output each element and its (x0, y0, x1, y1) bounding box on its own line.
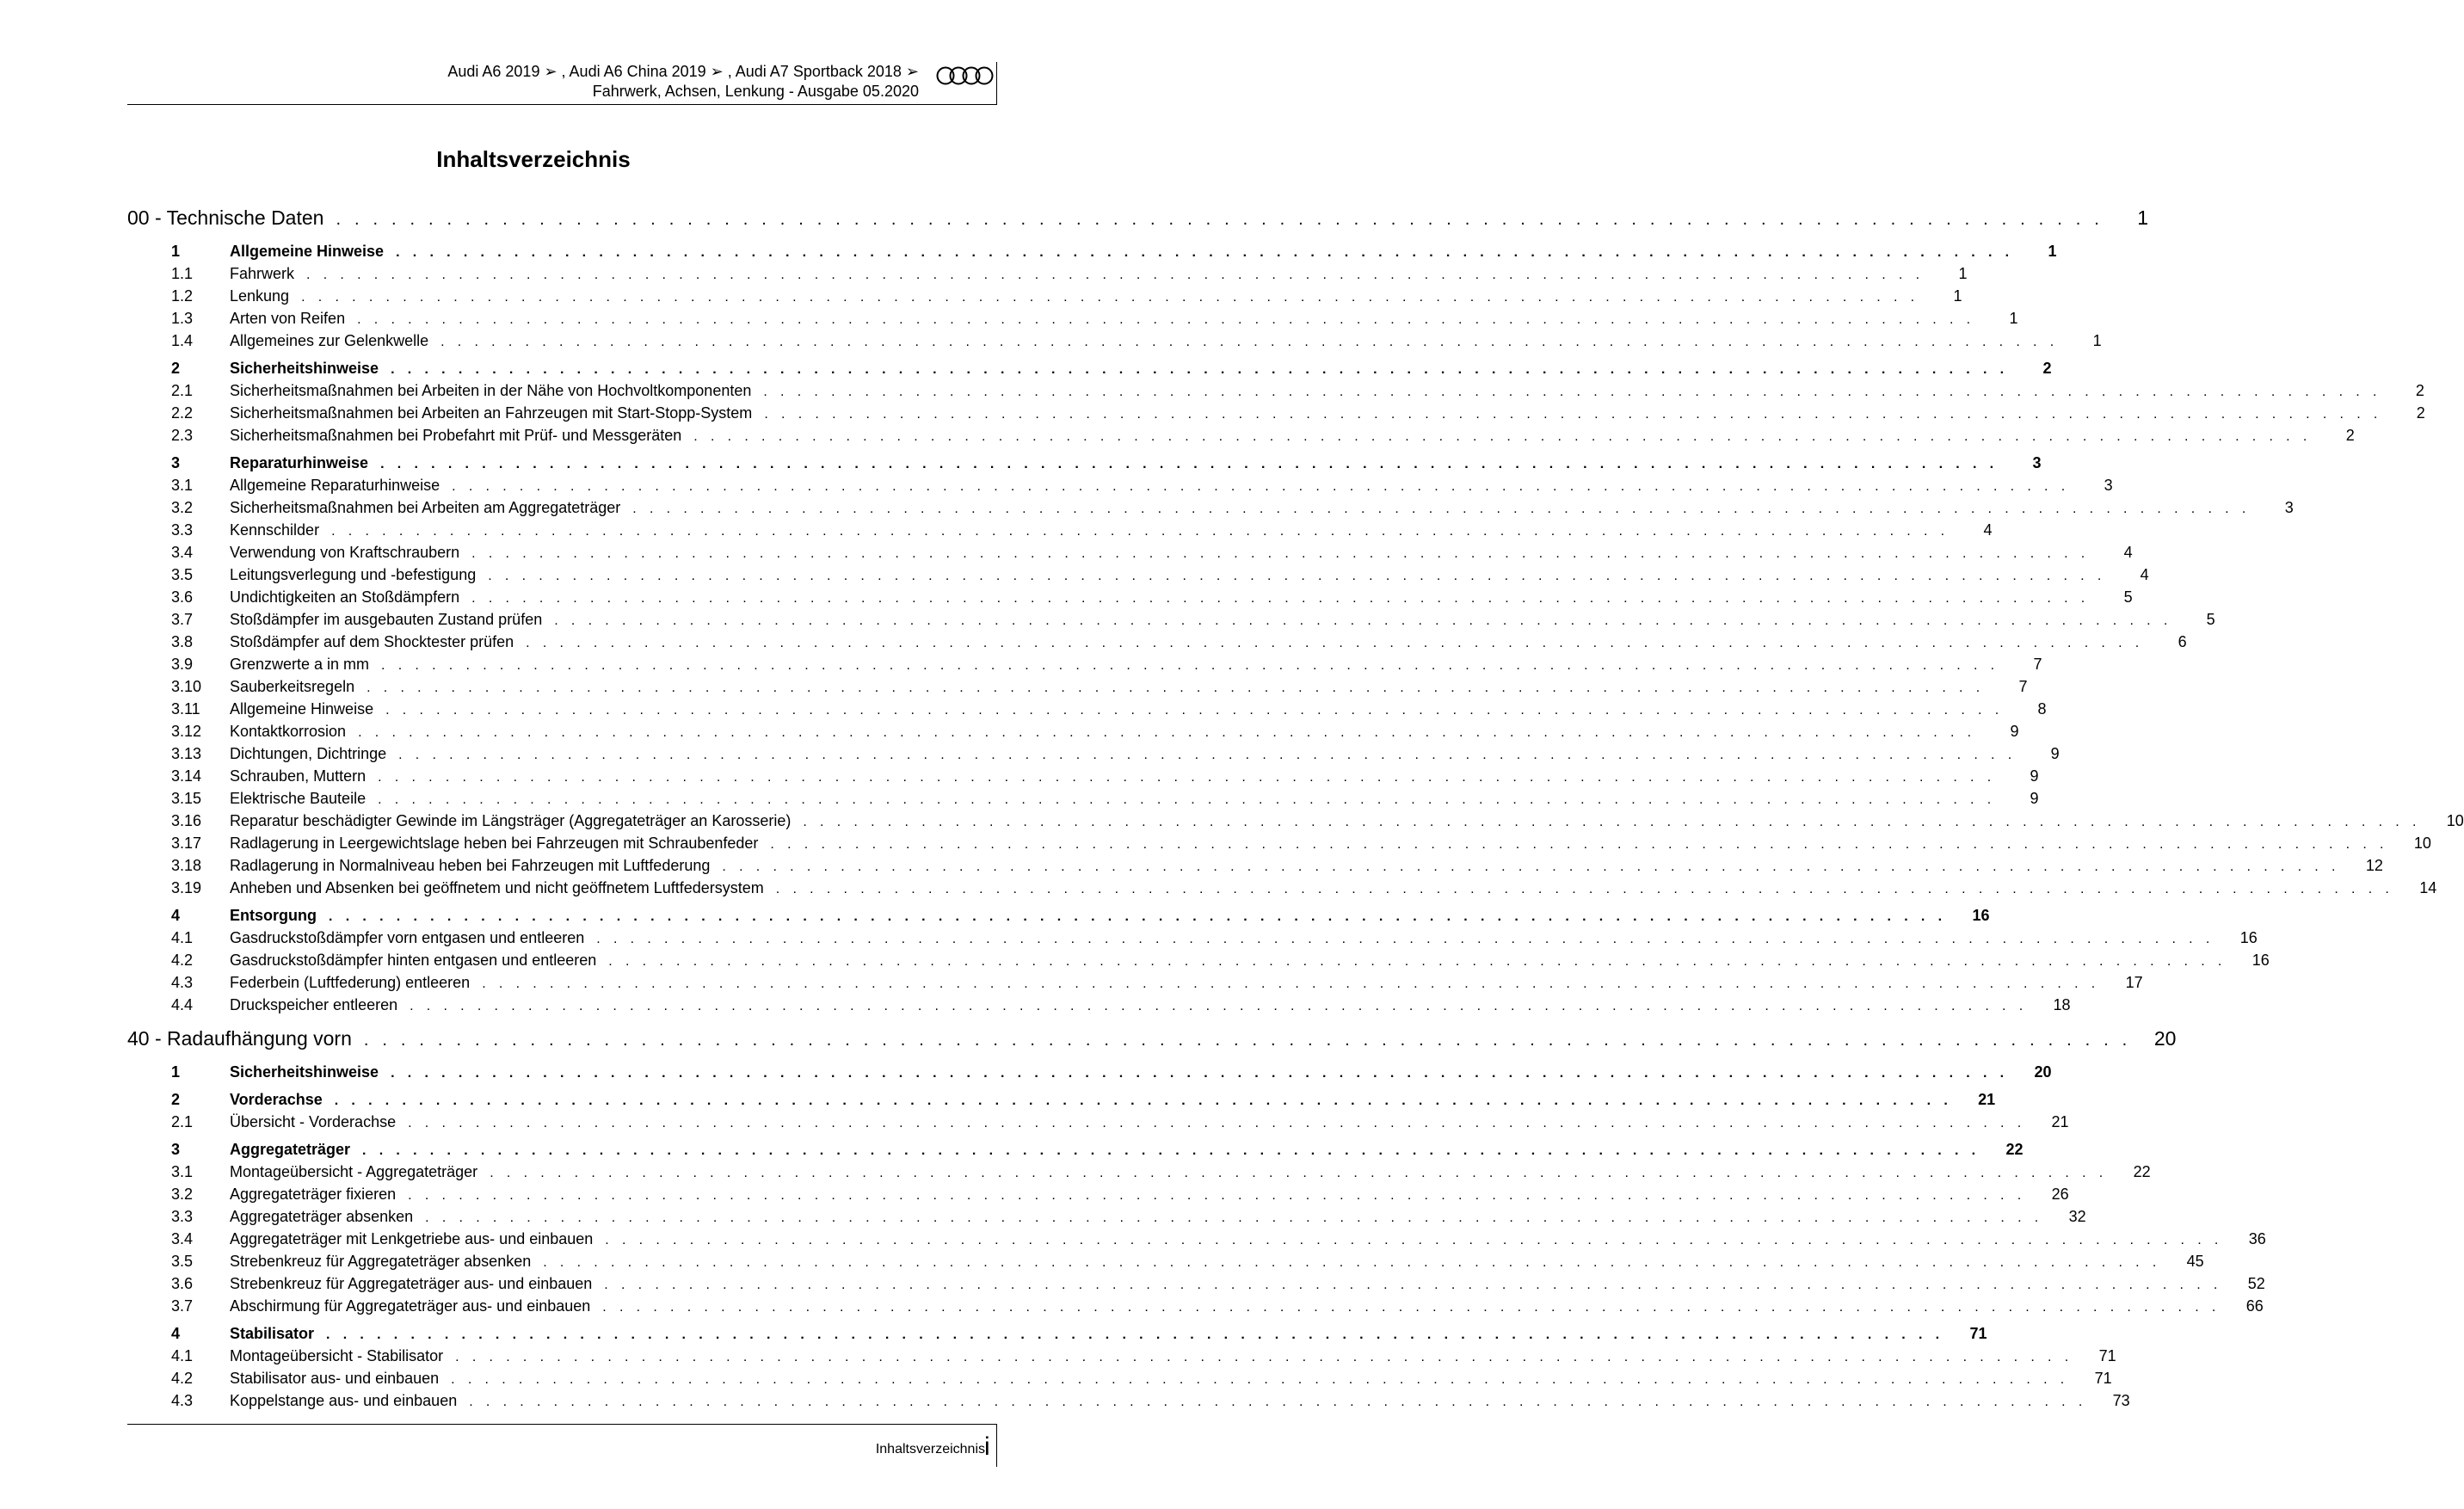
item-number: 3.5 (171, 566, 194, 583)
leader-dots: . . . . . . . . . . . . . . . . . . . . . . . . . . . . . . . . . . . . . . . . . . . . . . . . . . . . . . . . . . . . . . . . . . . . . . . . . . . . . . . . . . . . . . . . . . . . . . . . (385, 703, 2004, 718)
item-number: 3.14 (171, 767, 202, 785)
chapter-page-number: 22 (2005, 1141, 2024, 1158)
header-rule (127, 104, 997, 105)
leader-dots: . . . . . . . . . . . . . . . . . . . . . . . . . . . . . . . . . . . . . . . . . . . . . . . . . . . . . . . . . . . . . . . . . . . . . . . . . . . . . . . . . . . . . . . . . . . . . . . . (306, 268, 1925, 282)
item-title: Allgemeine Hinweise (230, 700, 374, 718)
item-title: Radlagerung in Normalniveau heben bei Fahrzeugen mit Luftfederung (230, 857, 711, 874)
toc-chapter-entry[interactable] (127, 907, 1990, 929)
item-page-number: 16 (2251, 952, 2270, 969)
leader-dots: . . . . . . . . . . . . . . . . . . . . . . . . . . . . . . . . . . . . . . . . . . . . . . . . . . . . . . . . . . . . . . . . . . . . . . . . . . . . . . . . . . . . . . . . . . . . . . . . (488, 569, 2106, 583)
item-title: Übersicht - Vorderachse (230, 1113, 397, 1130)
leader-dots: . . . . . . . . . . . . . . . . . . . . . . . . . . . . . . . . . . . . . . . . . . . . . . . . . . . . . . . . . . . . . . . . . . . . . . . . . . . . . . . . . . . . . . . . . . . . . . . . (396, 245, 2014, 260)
item-title: Stabilisator aus- und einbauen (230, 1370, 440, 1387)
chapter-page-number: 3 (2032, 454, 2042, 471)
item-title: Montageübersicht - Stabilisator (230, 1347, 444, 1364)
chapter-number: 1 (171, 243, 181, 260)
toc-item-entry[interactable] (127, 767, 2039, 790)
item-page-number: 18 (2053, 996, 2071, 1013)
toc-item-entry[interactable] (127, 929, 2258, 952)
item-title: Kontaktkorrosion (230, 723, 347, 740)
chapter-title: Entsorgung (230, 907, 317, 924)
item-page-number: 5 (2206, 611, 2215, 628)
leader-dots: . . . . . . . . . . . . . . . . . . . . . . . . . . . . . . . . . . . . . . . . . . . . . . . . . . . . . . . . . . . . . . . . . . . . . . . . . . . . . . . . . . . . . . . . . . . . . . . . (363, 1031, 2132, 1050)
toc-item-entry[interactable] (127, 974, 2143, 996)
chapter-number: 4 (171, 907, 181, 924)
chapter-page-number: 2 (2042, 360, 2052, 377)
leader-dots: . . . . . . . . . . . . . . . . . . . . . . . . . . . . . . . . . . . . . . . . . . . . . . . . . . . . . . . . . . . . . . . . . . . . . . . . . . . . . . . . . . . . . . . . . . . . . . . . (608, 954, 2227, 969)
item-title: Fahrwerk (230, 265, 295, 282)
leader-dots: . . . . . . . . . . . . . . . . . . . . . . . . . . . . . . . . . . . . . . . . . . . . . . . . . . . . . . . . . . . . . . . . . . . . . . . . . . . . . . . . . . . . . . . . . . . . . . . . (380, 457, 1999, 471)
toc-item-entry[interactable] (127, 835, 2431, 857)
leader-dots: . . . . . . . . . . . . . . . . . . . . . . . . . . . . . . . . . . . . . . . . . . . . . . . . . . . . . . . . . . . . . . . . . . . . . . . . . . . . . . . . . . . . . . . . . . . . . . . . (596, 932, 2215, 946)
item-number: 3.3 (171, 1208, 194, 1225)
item-page-number: 4 (2123, 544, 2133, 561)
item-title: Gasdruckstoßdämpfer hinten entgasen und entleeren (230, 952, 597, 969)
item-page-number: 26 (2051, 1186, 2069, 1203)
item-page-number: 7 (2018, 678, 2028, 695)
item-page-number: 4 (1983, 521, 1993, 539)
leader-dots: . . . . . . . . . . . . . . . . . . . . . . . . . . . . . . . . . . . . . . . . . . . . . . . . . . . . . . . . . . . . . . . . . . . . . . . . . . . . . . . . . . . . . . . . . . . . . . . . (632, 502, 2251, 516)
item-number: 3.3 (171, 521, 194, 539)
leader-dots: . . . . . . . . . . . . . . . . . . . . . . . . . . . . . . . . . . . . . . . . . . . . . . . . . . . . . . . . . . . . . . . . . . . . . . . . . . . . . . . . . . . . . . . . . . . . . . . . (329, 909, 1947, 924)
leader-dots: . . . . . . . . . . . . . . . . . . . . . . . . . . . . . . . . . . . . . . . . . . . . . . . . . . . . . . . . . . . . . . . . . . . . . . . . . . . . . . . . . . . . . . . . . . . . . . . . (604, 1278, 2222, 1292)
leader-dots: . . . . . . . . . . . . . . . . . . . . . . . . . . . . . . . . . . . . . . . . . . . . . . . . . . . . . . . . . . . . . . . . . . . . . . . . . . . . . . . . . . . . . . . . . . . . . . . . (425, 1210, 2043, 1225)
item-number: 4.4 (171, 996, 194, 1013)
item-title: Federbein (Luftfederung) entleeren (230, 974, 471, 991)
section-page-number: 1 (2137, 206, 2148, 229)
toc-item-entry[interactable] (127, 723, 2019, 745)
item-number: 3.1 (171, 477, 194, 494)
toc-item-entry[interactable] (127, 1347, 2116, 1370)
toc-item-entry[interactable] (127, 1163, 2151, 1186)
leader-dots: . . . . . . . . . . . . . . . . . . . . . . . . . . . . . . . . . . . . . . . . . . . . . . . . . . . . . . . . . . . . . . . . . . . . . . . . . . . . . . . . . . . . . . . . . . . . . . . . (408, 1116, 2026, 1130)
audi-rings-logo (936, 65, 995, 86)
item-number: 1.1 (171, 265, 194, 282)
item-page-number: 9 (2010, 723, 2019, 740)
item-title: Anheben und Absenken bei geöffnetem und nicht geöffnetem Luftfedersystem (230, 879, 764, 896)
leader-dots: . . . . . . . . . . . . . . . . . . . . . . . . . . . . . . . . . . . . . . . . . . . . . . . . . . . . . . . . . . . . . . . . . . . . . . . . . . . . . . . . . . . . . . . . . . . . . . . . (526, 636, 2144, 650)
chapter-number: 4 (171, 1325, 181, 1342)
toc-item-entry[interactable] (127, 477, 2113, 499)
item-number: 2.2 (171, 404, 194, 422)
item-page-number: 21 (2051, 1113, 2069, 1130)
toc-chapter-entry[interactable] (127, 454, 2042, 477)
chapter-title: Sicherheitshinweise (230, 360, 379, 377)
footer-page-number: i (984, 1432, 990, 1461)
footer-label: Inhaltsverzeichnis (875, 1442, 985, 1457)
leader-dots: . . . . . . . . . . . . . . . . . . . . . . . . . . . . . . . . . . . . . . . . . . . . . . . . . . . . . . . . . . . . . . . . . . . . . . . . . . . . . . . . . . . . . . . . . . . . . . . . (602, 1300, 2221, 1315)
item-number: 3.6 (171, 1275, 194, 1292)
leader-dots: . . . . . . . . . . . . . . . . . . . . . . . . . . . . . . . . . . . . . . . . . . . . . . . . . . . . . . . . . . . . . . . . . . . . . . . . . . . . . . . . . . . . . . . . . . . . . . . . (358, 725, 1976, 740)
toc-item-entry[interactable] (127, 812, 2464, 835)
toc-item-entry[interactable] (127, 404, 2425, 427)
toc-section-entry[interactable] (127, 1027, 2177, 1058)
toc-item-entry[interactable] (127, 745, 2060, 767)
leader-dots: . . . . . . . . . . . . . . . . . . . . . . . . . . . . . . . . . . . . . . . . . . . . . . . . . . . . . . . . . . . . . . . . . . . . . . . . . . . . . . . . . . . . . . . . . . . . . . . . (770, 837, 2388, 852)
item-page-number: 2 (2415, 382, 2424, 399)
item-number: 4.3 (171, 974, 194, 991)
chapter-title: Reparaturhinweise (230, 454, 369, 471)
leader-dots: . . . . . . . . . . . . . . . . . . . . . . . . . . . . . . . . . . . . . . . . . . . . . . . . . . . . . . . . . . . . . . . . . . . . . . . . . . . . . . . . . . . . . . . . . . . . . . . . (693, 429, 2312, 444)
toc-item-entry[interactable] (127, 1253, 2204, 1275)
item-title: Aggregateträger absenken (230, 1208, 414, 1225)
leader-dots: . . . . . . . . . . . . . . . . . . . . . . . . . . . . . . . . . . . . . . . . . . . . . . . . . . . . . . . . . . . . . . . . . . . . . . . . . . . . . . . . . . . . . . . . . . . . . . . . (410, 999, 2028, 1013)
chapter-title: Vorderachse (230, 1091, 323, 1108)
leader-dots: . . . . . . . . . . . . . . . . . . . . . . . . . . . . . . . . . . . . . . . . . . . . . . . . . . . . . . . . . . . . . . . . . . . . . . . . . . . . . . . . . . . . . . . . . . . . . . . . (452, 479, 2070, 494)
toc-item-entry[interactable] (127, 1208, 2086, 1230)
chapter-title: Aggregateträger (230, 1141, 351, 1158)
item-title: Elektrische Bauteile (230, 790, 367, 807)
item-page-number: 14 (2419, 879, 2437, 896)
item-page-number: 3 (2104, 477, 2113, 494)
item-page-number: 32 (2068, 1208, 2086, 1225)
item-number: 3.15 (171, 790, 202, 807)
item-page-number: 52 (2247, 1275, 2265, 1292)
item-page-number: 2 (2416, 404, 2425, 422)
item-number: 3.17 (171, 835, 202, 852)
toc-item-entry[interactable] (127, 790, 2039, 812)
toc-item-entry[interactable] (127, 952, 2270, 974)
item-number: 3.4 (171, 1230, 194, 1247)
section-title: 00 - Technische Daten (127, 206, 324, 229)
chapter-number: 3 (171, 1141, 181, 1158)
toc-item-entry[interactable] (127, 633, 2187, 656)
toc-item-entry[interactable] (127, 427, 2355, 449)
toc-item-entry[interactable] (127, 287, 1962, 310)
toc-item-entry[interactable] (127, 265, 1968, 287)
toc-section-entry[interactable] (127, 206, 2148, 237)
item-title: Druckspeicher entleeren (230, 996, 398, 1013)
item-title: Aggregateträger mit Lenkgetriebe aus- und einbauen (230, 1230, 594, 1247)
item-number: 3.16 (171, 812, 202, 829)
item-title: Sauberkeitsregeln (230, 678, 355, 695)
chapter-title: Stabilisator (230, 1325, 315, 1342)
item-page-number: 73 (2112, 1392, 2130, 1409)
item-number: 3.7 (171, 611, 194, 628)
item-page-number: 1 (2009, 310, 2018, 327)
toc-item-entry[interactable] (127, 521, 1993, 544)
item-page-number: 1 (1953, 287, 1962, 305)
item-number: 3.2 (171, 1186, 194, 1203)
leader-dots: . . . . . . . . . . . . . . . . . . . . . . . . . . . . . . . . . . . . . . . . . . . . . . . . . . . . . . . . . . . . . . . . . . . . . . . . . . . . . . . . . . . . . . . . . . . . . . . . (605, 1233, 2223, 1247)
chapter-page-number: 21 (1978, 1091, 1996, 1108)
item-page-number: 3 (2284, 499, 2294, 516)
item-title: Montageübersicht - Aggregateträger (230, 1163, 478, 1180)
toc-item-entry[interactable] (127, 499, 2294, 521)
item-page-number: 4 (2140, 566, 2149, 583)
leader-dots: . . . . . . . . . . . . . . . . . . . . . . . . . . . . . . . . . . . . . . . . . . . . . . . . . . . . . . . . . . . . . . . . . . . . . . . . . . . . . . . . . . . . . . . . . . . . . . . . (378, 770, 1996, 785)
toc-item-entry[interactable] (127, 1186, 2069, 1208)
leader-dots: . . . . . . . . . . . . . . . . . . . . . . . . . . . . . . . . . . . . . . . . . . . . . . . . . . . . . . . . . . . . . . . . . . . . . . . . . . . . . . . . . . . . . . . . . . . . . . . . (554, 613, 2172, 628)
item-number: 4.1 (171, 1347, 194, 1364)
item-page-number: 9 (2050, 745, 2060, 762)
toc-item-entry[interactable] (127, 700, 2047, 723)
item-title: Sicherheitsmaßnahmen bei Probefahrt mit Prüf- und Messgeräten (230, 427, 682, 444)
item-title: Kennschilder (230, 521, 320, 539)
header-subtitle: Fahrwerk, Achsen, Lenkung - Ausgabe 05.2020 (592, 83, 919, 100)
toc-item-entry[interactable] (127, 611, 2215, 633)
item-number: 2.3 (171, 427, 194, 444)
header-vehicles: Audi A6 2019 ➢ , Audi A6 China 2019 ➢ , Audi A7 Sportback 2018 ➢ (447, 63, 919, 80)
page-header (127, 62, 996, 105)
toc-item-entry[interactable] (127, 1392, 2130, 1414)
item-number: 2.1 (171, 1113, 194, 1130)
item-title: Strebenkreuz für Aggregateträger absenken (230, 1253, 532, 1270)
chapter-number: 2 (171, 360, 181, 377)
item-page-number: 1 (2092, 332, 2102, 349)
item-page-number: 9 (2030, 790, 2039, 807)
item-number: 4.2 (171, 952, 194, 969)
item-page-number: 66 (2245, 1297, 2264, 1315)
item-number: 3.8 (171, 633, 194, 650)
toc-item-entry[interactable] (127, 332, 2102, 354)
leader-dots: . . . . . . . . . . . . . . . . . . . . . . . . . . . . . . . . . . . . . . . . . . . . . . . . . . . . . . . . . . . . . . . . . . . . . . . . . . . . . . . . . . . . . . . . . . . . . . . . (301, 290, 1919, 305)
leader-dots: . . . . . . . . . . . . . . . . . . . . . . . . . . . . . . . . . . . . . . . . . . . . . . . . . . . . . . . . . . . . . . . . . . . . . . . . . . . . . . . . . . . . . . . . . . . . . . . . (763, 385, 2381, 399)
item-title: Arten von Reifen (230, 310, 346, 327)
item-number: 3.13 (171, 745, 202, 762)
item-number: 4.2 (171, 1370, 194, 1387)
item-number: 3.6 (171, 588, 194, 606)
item-page-number: 1 (1958, 265, 1968, 282)
chapter-page-number: 20 (2034, 1063, 2052, 1081)
leader-dots: . . . . . . . . . . . . . . . . . . . . . . . . . . . . . . . . . . . . . . . . . . . . . . . . . . . . . . . . . . . . . . . . . . . . . . . . . . . . . . . . . . . . . . . . . . . . . . . . (482, 976, 2100, 991)
leader-dots: . . . . . . . . . . . . . . . . . . . . . . . . . . . . . . . . . . . . . . . . . . . . . . . . . . . . . . . . . . . . . . . . . . . . . . . . . . . . . . . . . . . . . . . . . . . . . . . . (543, 1255, 2161, 1270)
toc-item-entry[interactable] (127, 1297, 2264, 1320)
item-number: 1.4 (171, 332, 194, 349)
table-of-contents (127, 206, 2464, 1414)
page-title: Inhaltsverzeichnis (436, 146, 631, 172)
leader-dots: . . . . . . . . . . . . . . . . . . . . . . . . . . . . . . . . . . . . . . . . . . . . . . . . . . . . . . . . . . . . . . . . . . . . . . . . . . . . . . . . . . . . . . . . . . . . . . . . (764, 407, 2382, 422)
toc-item-entry[interactable] (127, 1370, 2112, 1392)
item-number: 4.3 (171, 1392, 194, 1409)
item-title: Stoßdämpfer auf dem Shocktester prüfen (230, 633, 514, 650)
toc-item-entry[interactable] (127, 1230, 2266, 1253)
item-number: 2.1 (171, 382, 194, 399)
item-page-number: 9 (2030, 767, 2039, 785)
leader-dots: . . . . . . . . . . . . . . . . . . . . . . . . . . . . . . . . . . . . . . . . . . . . . . . . . . . . . . . . . . . . . . . . . . . . . . . . . . . . . . . . . . . . . . . . . . . . . . . . (367, 681, 1985, 695)
item-title: Sicherheitsmaßnahmen bei Arbeiten an Fahrzeugen mit Start-Stopp-System (230, 404, 753, 422)
item-title: Dichtungen, Dichtringe (230, 745, 387, 762)
toc-chapter-entry[interactable] (127, 360, 2052, 382)
section-title: 40 - Radaufhängung vorn (127, 1027, 352, 1050)
leader-dots: . . . . . . . . . . . . . . . . . . . . . . . . . . . . . . . . . . . . . . . . . . . . . . . . . . . . . . . . . . . . . . . . . . . . . . . . . . . . . . . . . . . . . . . . . . . . . . . . (331, 524, 1950, 539)
item-page-number: 7 (2033, 656, 2042, 673)
toc-chapter-entry[interactable] (127, 1141, 2024, 1163)
item-title: Verwendung von Kraftschraubern (230, 544, 460, 561)
toc-item-entry[interactable] (127, 544, 2133, 566)
item-number: 3.9 (171, 656, 194, 673)
item-title: Grenzwerte a in mm (230, 656, 370, 673)
item-page-number: 5 (2123, 588, 2133, 606)
leader-dots: . . . . . . . . . . . . . . . . . . . . . . . . . . . . . . . . . . . . . . . . . . . . . . . . . . . . . . . . . . . . . . . . . . . . . . . . . . . . . . . . . . . . . . . . . . . . . . . . (336, 210, 2104, 229)
toc-item-entry[interactable] (127, 857, 2383, 879)
item-title: Stoßdämpfer im ausgebauten Zustand prüfen (230, 611, 543, 628)
leader-dots: . . . . . . . . . . . . . . . . . . . . . . . . . . . . . . . . . . . . . . . . . . . . . . . . . . . . . . . . . . . . . . . . . . . . . . . . . . . . . . . . . . . . . . . . . . . . . . . . (490, 1166, 2108, 1180)
item-page-number: 10 (2446, 812, 2464, 829)
item-title: Schrauben, Muttern (230, 767, 367, 785)
item-page-number: 17 (2125, 974, 2143, 991)
item-page-number: 71 (2094, 1370, 2112, 1387)
leader-dots: . . . . . . . . . . . . . . . . . . . . . . . . . . . . . . . . . . . . . . . . . . . . . . . . . . . . . . . . . . . . . . . . . . . . . . . . . . . . . . . . . . . . . . . . . . . . . . . . (398, 748, 2017, 762)
leader-dots: . . . . . . . . . . . . . . . . . . . . . . . . . . . . . . . . . . . . . . . . . . . . . . . . . . . . . . . . . . . . . . . . . . . . . . . . . . . . . . . . . . . . . . . . . . . . . . . . (378, 792, 1996, 807)
toc-chapter-entry[interactable] (127, 1325, 1987, 1347)
item-title: Aggregateträger fixieren (230, 1186, 397, 1203)
item-title: Koppelstange aus- und einbauen (230, 1392, 458, 1409)
toc-chapter-entry[interactable] (127, 243, 2057, 265)
item-number: 1.2 (171, 287, 194, 305)
toc-item-entry[interactable] (127, 382, 2424, 404)
header-vertical-rule (996, 62, 997, 105)
section-page-number: 20 (2153, 1027, 2177, 1050)
toc-item-entry[interactable] (127, 879, 2437, 902)
toc-item-entry[interactable] (127, 1275, 2265, 1297)
toc-item-entry[interactable] (127, 566, 2149, 588)
chapter-number: 2 (171, 1091, 181, 1108)
item-page-number: 10 (2413, 835, 2431, 852)
footer-vertical-rule (996, 1424, 997, 1467)
toc-chapter-entry[interactable] (127, 1063, 2052, 1086)
item-number: 4.1 (171, 929, 194, 946)
leader-dots: . . . . . . . . . . . . . . . . . . . . . . . . . . . . . . . . . . . . . . . . . . . . . . . . . . . . . . . . . . . . . . . . . . . . . . . . . . . . . . . . . . . . . . . . . . . . . . . . (451, 1372, 2069, 1387)
chapter-title: Allgemeine Hinweise (230, 243, 385, 260)
item-title: Strebenkreuz für Aggregateträger aus- und einbauen (230, 1275, 593, 1292)
item-title: Gasdruckstoßdämpfer vorn entgasen und entleeren (230, 929, 585, 946)
item-title: Reparatur beschädigter Gewinde im Längsträger (Aggregateträger an Karosserie) (230, 812, 792, 829)
leader-dots: . . . . . . . . . . . . . . . . . . . . . . . . . . . . . . . . . . . . . . . . . . . . . . . . . . . . . . . . . . . . . . . . . . . . . . . . . . . . . . . . . . . . . . . . . . . . . . . . (471, 546, 2090, 561)
item-number: 1.3 (171, 310, 194, 327)
item-number: 3.12 (171, 723, 202, 740)
item-number: 3.10 (171, 678, 202, 695)
toc-item-entry[interactable] (127, 678, 2028, 700)
item-title: Lenkung (230, 287, 290, 305)
item-page-number: 8 (2037, 700, 2047, 718)
leader-dots: . . . . . . . . . . . . . . . . . . . . . . . . . . . . . . . . . . . . . . . . . . . . . . . . . . . . . . . . . . . . . . . . . . . . . . . . . . . . . . . . . . . . . . . . . . . . . . . . (357, 312, 1975, 327)
leader-dots: . . . . . . . . . . . . . . . . . . . . . . . . . . . . . . . . . . . . . . . . . . . . . . . . . . . . . . . . . . . . . . . . . . . . . . . . . . . . . . . . . . . . . . . . . . . . . . . . (334, 1093, 1953, 1108)
item-title: Abschirmung für Aggregateträger aus- und einbauen (230, 1297, 591, 1315)
chapter-page-number: 16 (1972, 907, 1990, 924)
item-page-number: 2 (2345, 427, 2355, 444)
item-page-number: 6 (2178, 633, 2187, 650)
toc-item-entry[interactable] (127, 996, 2071, 1019)
leader-dots: . . . . . . . . . . . . . . . . . . . . . . . . . . . . . . . . . . . . . . . . . . . . . . . . . . . . . . . . . . . . . . . . . . . . . . . . . . . . . . . . . . . . . . . . . . . . . . . . (391, 1066, 2009, 1081)
item-title: Undichtigkeiten an Stoßdämpfern (230, 588, 460, 606)
chapter-page-number: 71 (1969, 1325, 1987, 1342)
leader-dots: . . . . . . . . . . . . . . . . . . . . . . . . . . . . . . . . . . . . . . . . . . . . . . . . . . . . . . . . . . . . . . . . . . . . . . . . . . . . . . . . . . . . . . . . . . . . . . . . (362, 1143, 1980, 1158)
toc-item-entry[interactable] (127, 1113, 2069, 1136)
item-page-number: 36 (2248, 1230, 2266, 1247)
item-number: 3.2 (171, 499, 194, 516)
item-title: Radlagerung in Leergewichtslage heben bei Fahrzeugen mit Schraubenfeder (230, 835, 759, 852)
leader-dots: . . . . . . . . . . . . . . . . . . . . . . . . . . . . . . . . . . . . . . . . . . . . . . . . . . . . . . . . . . . . . . . . . . . . . . . . . . . . . . . . . . . . . . . . . . . . . . . . (408, 1188, 2026, 1203)
leader-dots: . . . . . . . . . . . . . . . . . . . . . . . . . . . . . . . . . . . . . . . . . . . . . . . . . . . . . . . . . . . . . . . . . . . . . . . . . . . . . . . . . . . . . . . . . . . . . . . . (455, 1350, 2073, 1364)
leader-dots: . . . . . . . . . . . . . . . . . . . . . . . . . . . . . . . . . . . . . . . . . . . . . . . . . . . . . . . . . . . . . . . . . . . . . . . . . . . . . . . . . . . . . . . . . . . . . . . . (803, 815, 2421, 829)
item-page-number: 12 (2365, 857, 2383, 874)
toc-item-entry[interactable] (127, 310, 2018, 332)
header-text (447, 62, 919, 102)
leader-dots: . . . . . . . . . . . . . . . . . . . . . . . . . . . . . . . . . . . . . . . . . . . . . . . . . . . . . . . . . . . . . . . . . . . . . . . . . . . . . . . . . . . . . . . . . . . . . . . . (391, 362, 2009, 377)
leader-dots: . . . . . . . . . . . . . . . . . . . . . . . . . . . . . . . . . . . . . . . . . . . . . . . . . . . . . . . . . . . . . . . . . . . . . . . . . . . . . . . . . . . . . . . . . . . . . . . . (381, 658, 1999, 673)
chapter-number: 1 (171, 1063, 181, 1081)
item-title: Sicherheitsmaßnahmen bei Arbeiten am Aggregateträger (230, 499, 621, 516)
item-number: 3.5 (171, 1253, 194, 1270)
leader-dots: . . . . . . . . . . . . . . . . . . . . . . . . . . . . . . . . . . . . . . . . . . . . . . . . . . . . . . . . . . . . . . . . . . . . . . . . . . . . . . . . . . . . . . . . . . . . . . . . (471, 591, 2090, 606)
toc-chapter-entry[interactable] (127, 1091, 1996, 1113)
item-title: Allgemeines zur Gelenkwelle (230, 332, 429, 349)
chapter-title: Sicherheitshinweise (230, 1063, 379, 1081)
item-page-number: 16 (2239, 929, 2258, 946)
leader-dots: . . . . . . . . . . . . . . . . . . . . . . . . . . . . . . . . . . . . . . . . . . . . . . . . . . . . . . . . . . . . . . . . . . . . . . . . . . . . . . . . . . . . . . . . . . . . . . . . (469, 1395, 2087, 1409)
item-number: 3.19 (171, 879, 202, 896)
item-title: Allgemeine Reparaturhinweise (230, 477, 440, 494)
item-number: 3.7 (171, 1297, 194, 1315)
item-page-number: 22 (2133, 1163, 2151, 1180)
leader-dots: . . . . . . . . . . . . . . . . . . . . . . . . . . . . . . . . . . . . . . . . . . . . . . . . . . . . . . . . . . . . . . . . . . . . . . . . . . . . . . . . . . . . . . . . . . . . . . . . (722, 859, 2340, 874)
footer-rule (127, 1424, 997, 1425)
item-number: 3.18 (171, 857, 202, 874)
toc-item-entry[interactable] (127, 656, 2042, 678)
item-title: Leitungsverlegung und -befestigung (230, 566, 477, 583)
item-number: 3.1 (171, 1163, 194, 1180)
leader-dots: . . . . . . . . . . . . . . . . . . . . . . . . . . . . . . . . . . . . . . . . . . . . . . . . . . . . . . . . . . . . . . . . . . . . . . . . . . . . . . . . . . . . . . . . . . . . . . . . (326, 1327, 1944, 1342)
item-title: Sicherheitsmaßnahmen bei Arbeiten in der Nähe von Hochvoltkomponenten (230, 382, 752, 399)
toc-item-entry[interactable] (127, 588, 2133, 611)
item-number: 3.11 (171, 700, 200, 718)
chapter-page-number: 1 (2048, 243, 2057, 260)
item-page-number: 71 (2098, 1347, 2116, 1364)
item-number: 3.4 (171, 544, 194, 561)
leader-dots: . . . . . . . . . . . . . . . . . . . . . . . . . . . . . . . . . . . . . . . . . . . . . . . . . . . . . . . . . . . . . . . . . . . . . . . . . . . . . . . . . . . . . . . . . . . . . . . . (440, 335, 2059, 349)
chapter-number: 3 (171, 454, 181, 471)
leader-dots: . . . . . . . . . . . . . . . . . . . . . . . . . . . . . . . . . . . . . . . . . . . . . . . . . . . . . . . . . . . . . . . . . . . . . . . . . . . . . . . . . . . . . . . . . . . . . . . . (775, 882, 2394, 896)
item-page-number: 45 (2186, 1253, 2204, 1270)
